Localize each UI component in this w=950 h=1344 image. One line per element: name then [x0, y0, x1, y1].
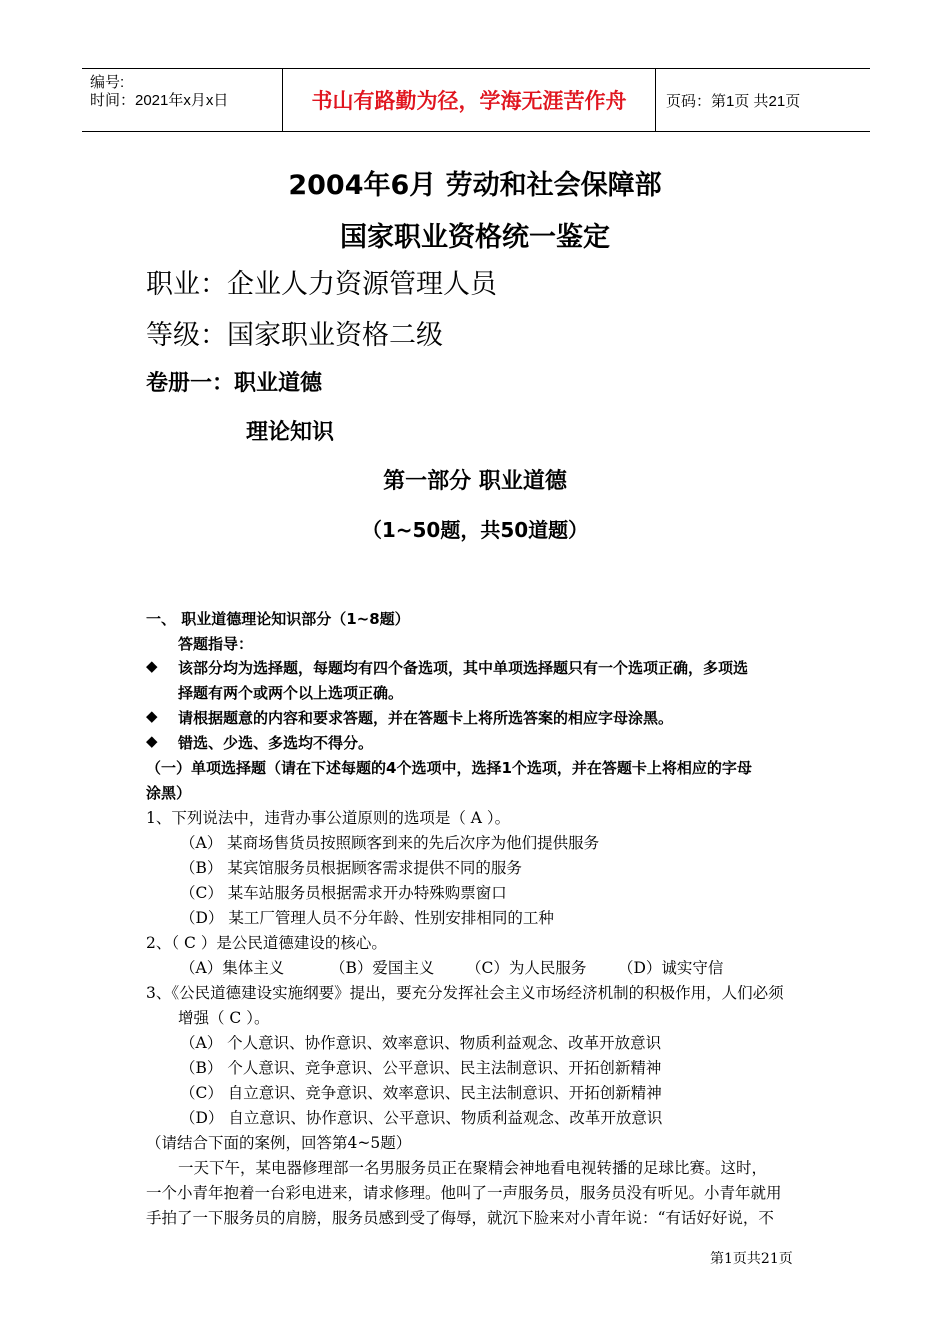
level: 等级：国家职业资格二级 [146, 320, 443, 351]
bullet-3: 错选、少选、多选均不得分。 [178, 734, 374, 752]
bullet-diamond-icon: ◆ [146, 657, 158, 675]
title-line2: 国家职业资格统一鉴定 [340, 222, 610, 253]
q2-option-a: （A）集体主义 [180, 959, 285, 977]
q1-option-c: （C） 某车站服务员根据需求开办特殊购票窗口 [180, 884, 507, 902]
case-line-2: 一个小青年抱着一台彩电进来，请求修理。他叫了一声服务员，服务员没有听见。小青年就用 [146, 1184, 782, 1202]
page-label: 页码：第1页 共21页 [666, 92, 801, 110]
q1-option-d: （D） 某工厂管理人员不分年龄、性别安排相同的工种 [180, 909, 554, 927]
q2-option-b: （B）爱国主义 [330, 959, 435, 977]
guide-label: 答题指导： [178, 635, 254, 653]
title-line1: 2004年6月 劳动和社会保障部 [288, 170, 662, 201]
section-heading: 一、 职业道德理论知识部分（1~8题） [146, 610, 410, 628]
q3-stem-1: 3、《公民道德建设实施纲要》提出，要充分发挥社会主义市场经济机制的积极作用，人们必须 [146, 984, 784, 1002]
q1-stem: 1、下列说法中，违背办事公道原则的选项是（ A ）。 [146, 809, 511, 827]
bullet-diamond-icon: ◆ [146, 707, 158, 725]
q2-option-d: （D）诚实守信 [618, 959, 724, 977]
serial-label: 编号: [90, 74, 125, 91]
bullet-2: 请根据题意的内容和要求答题，并在答题卡上将所选答案的相应字母涂黑。 [178, 709, 674, 727]
single-choice-intro-2: 涂黑） [146, 784, 192, 802]
time-label: 时间：2021年x月x日 [90, 92, 229, 109]
q1-option-b: （B） 某宾馆服务员根据顾客需求提供不同的服务 [180, 859, 522, 877]
q3-stem-2: 增强（ C ）。 [178, 1009, 270, 1027]
footer-page: 第1页共21页 [710, 1251, 793, 1267]
q2-option-c: （C）为人民服务 [466, 959, 587, 977]
occupation: 职业：企业人力资源管理人员 [146, 269, 497, 300]
case-intro: （请结合下面的案例，回答第4~5题） [146, 1134, 412, 1152]
q3-option-a: （A） 个人意识、协作意识、效率意识、物质利益观念、改革开放意识 [180, 1034, 662, 1052]
single-choice-intro-1: （一）单项选择题（请在下述每题的4个选项中，选择1个选项，并在答题卡上将相应的字母 [146, 759, 752, 777]
bullet-1-cont: 择题有两个或两个以上选项正确。 [178, 684, 404, 702]
page-header [82, 68, 870, 132]
part-range: （1~50题，共50道题） [361, 518, 589, 542]
case-line-3: 手拍了一下服务员的肩膀，服务员感到受了侮辱，就沉下脸来对小青年说：“有话好好说，不 [146, 1209, 774, 1227]
volume-sub: 理论知识 [246, 420, 335, 445]
header-motto-cell [282, 69, 656, 131]
part-title: 第一部分 职业道德 [383, 469, 567, 494]
q2-stem: 2、（ C ）是公民道德建设的核心。 [146, 934, 387, 952]
header-page-cell [656, 69, 870, 131]
volume: 卷册一：职业道德 [146, 371, 323, 396]
bullet-diamond-icon: ◆ [146, 732, 158, 750]
q3-option-d: （D） 自立意识、协作意识、公平意识、物质利益观念、改革开放意识 [180, 1109, 663, 1127]
header-meta [82, 69, 282, 131]
motto: 书山有路勤为径，学海无涯苦作舟 [311, 89, 627, 113]
case-line-1: 一天下午，某电器修理部一名男服务员正在聚精会神地看电视转播的足球比赛。这时， [178, 1159, 768, 1177]
bullet-1: 该部分均为选择题，每题均有四个备选项，其中单项选择题只有一个选项正确，多项选 [178, 659, 749, 677]
q3-option-b: （B） 个人意识、竞争意识、公平意识、民主法制意识、开拓创新精神 [180, 1059, 662, 1077]
q1-option-a: （A） 某商场售货员按照顾客到来的先后次序为他们提供服务 [180, 834, 600, 852]
q3-option-c: （C） 自立意识、竞争意识、效率意识、民主法制意识、开拓创新精神 [180, 1084, 662, 1102]
